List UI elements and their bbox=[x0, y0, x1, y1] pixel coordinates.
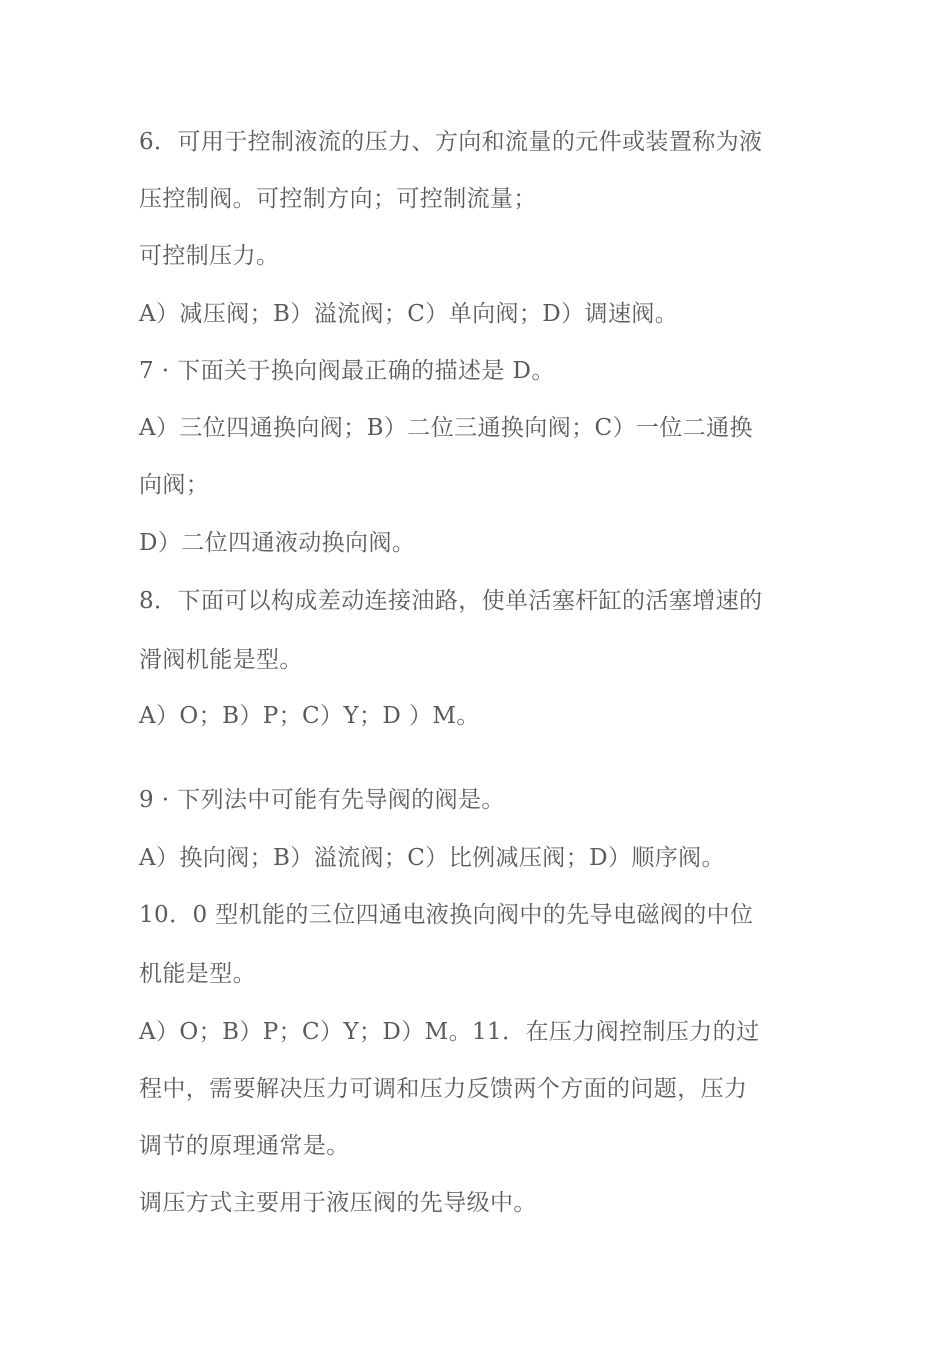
text-line-q11-4: 调压方式主要用于液压阀的先导级中。 bbox=[139, 1190, 537, 1216]
text-line-q7-1: 7 · 下面关于换向阀最正确的描述是 D。 bbox=[139, 358, 555, 384]
text-line-q7-options-1: A）三位四通换向阀；B）二位三通换向阀；C）一位二通换 bbox=[139, 415, 753, 441]
text-line-q10-options-q11-1: A）O；B）P；C）Y；D）M。11．在压力阀控制压力的过 bbox=[139, 1019, 760, 1045]
text-line-q10-2: 机能是型。 bbox=[139, 961, 256, 987]
text-line-q10-1: 10．0 型机能的三位四通电液换向阀中的先导电磁阀的中位 bbox=[139, 902, 754, 928]
text-line-q8-1: 8．下面可以构成差动连接油路，使单活塞杆缸的活塞增速的 bbox=[139, 588, 763, 614]
text-line-q9-1: 9 · 下列法中可能有先导阀的阀是。 bbox=[139, 787, 505, 813]
text-line-q6-options: A）减压阀；B）溢流阀；C）单向阀；D）调速阀。 bbox=[139, 301, 679, 327]
text-line-q8-options: A）O；B）P；C）Y；D ）M。 bbox=[139, 703, 480, 729]
text-line-q11-2: 程中，需要解决压力可调和压力反馈两个方面的问题，压力 bbox=[139, 1076, 748, 1102]
text-line-q11-3: 调节的原理通常是。 bbox=[139, 1133, 350, 1159]
text-line-q6-2: 压控制阀。可控制方向；可控制流量； bbox=[139, 186, 537, 212]
text-line-q8-2: 滑阀机能是型。 bbox=[139, 647, 303, 673]
text-line-q7-options-3: D）二位四通液动换向阀。 bbox=[139, 530, 416, 556]
text-line-q6-3: 可控制压力。 bbox=[139, 243, 280, 269]
text-line-q9-options: A）换向阀；B）溢流阀；C）比例减压阀；D）顺序阀。 bbox=[139, 845, 725, 871]
text-line-q6-1: 6．可用于控制液流的压力、方向和流量的元件或装置称为液 bbox=[139, 129, 763, 155]
text-line-q7-options-2: 向阀； bbox=[139, 472, 210, 498]
